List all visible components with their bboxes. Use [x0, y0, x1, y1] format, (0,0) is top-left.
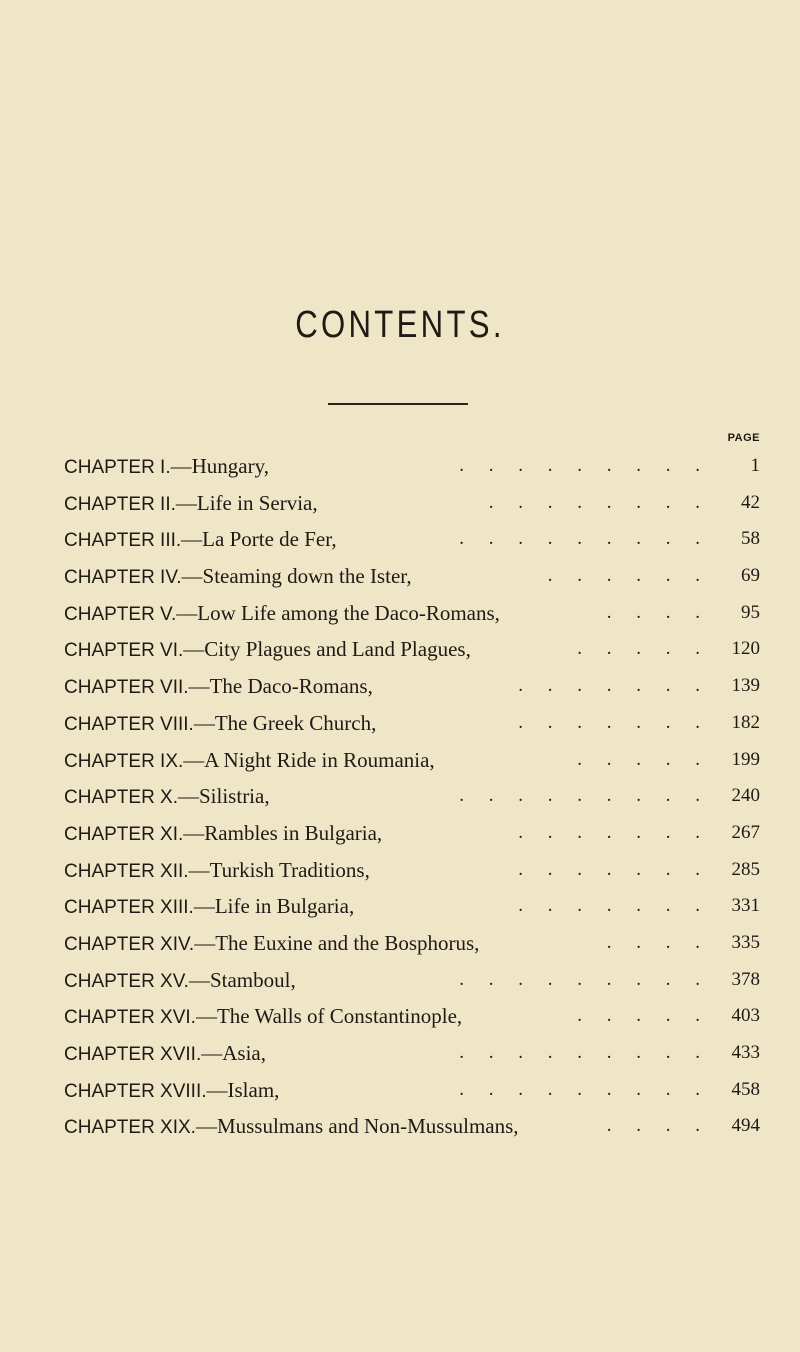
chapter-title: —Steaming down the Ister, — [181, 564, 412, 589]
leader-dots: . . . . . . . — [518, 711, 710, 733]
page-number: 95 — [741, 601, 760, 623]
leader-dots: . . . . . — [577, 638, 710, 660]
chapter-number: XII. — [160, 860, 189, 882]
chapter-label: CHAPTER — [64, 493, 155, 515]
chapter-title: —La Porte de Fer, — [181, 527, 337, 552]
leader-dots: . . . . . . . . . — [459, 528, 710, 550]
chapter-label: CHAPTER — [64, 640, 155, 662]
contents-entry — [64, 1072, 764, 1109]
chapter-number: I. — [160, 457, 171, 478]
chapter-number: XIV. — [160, 933, 195, 955]
contents-entry — [64, 852, 764, 889]
page-number: 1 — [750, 455, 760, 476]
chapter-label: CHAPTER — [64, 787, 155, 809]
leader-dots: . . . . . . . — [518, 858, 710, 880]
chapter-number: XIX. — [160, 1117, 196, 1139]
page-number: 120 — [731, 638, 760, 660]
leader-dots: . . . . . . . — [518, 895, 710, 917]
page-number: 240 — [731, 785, 760, 807]
chapter-title: —The Greek Church, — [193, 710, 377, 735]
page-number: 267 — [731, 821, 760, 843]
chapter-label: CHAPTER — [64, 677, 155, 699]
contents-entry — [64, 631, 764, 668]
page-number: 403 — [731, 1005, 760, 1027]
contents-entry — [64, 705, 764, 742]
chapter-number: XI. — [160, 823, 184, 845]
page-number: 378 — [731, 968, 760, 990]
chapter-title: —Rambles in Bulgaria, — [183, 820, 383, 845]
chapter-label: CHAPTER — [64, 1044, 155, 1065]
page-number: 182 — [731, 711, 760, 733]
contents-entry — [64, 962, 764, 999]
contents-entry — [64, 521, 764, 558]
contents-entry — [64, 998, 764, 1035]
chapter-label: CHAPTER — [64, 713, 155, 735]
contents-entry — [64, 925, 764, 962]
page-number: 139 — [731, 675, 760, 697]
page-number: 69 — [741, 565, 760, 587]
chapter-label: CHAPTER — [64, 457, 155, 478]
title-rule — [328, 403, 468, 405]
chapter-title: —Islam, — [206, 1077, 280, 1102]
chapter-label: CHAPTER — [64, 750, 155, 772]
chapter-title: —Stamboul, — [188, 967, 296, 992]
chapter-number: II. — [160, 493, 176, 515]
chapter-title: —Hungary, — [170, 454, 269, 478]
chapter-number: IV. — [160, 567, 182, 589]
leader-dots: . . . . . . — [547, 565, 710, 587]
contents-entry — [64, 558, 764, 595]
leader-dots: . . . . . . . . . — [459, 1042, 710, 1063]
contents-entry — [64, 485, 764, 522]
page-number: 458 — [731, 1078, 760, 1100]
contents-entry — [64, 888, 764, 925]
page-number: 331 — [731, 895, 760, 917]
chapter-label: CHAPTER — [64, 933, 155, 955]
contents-entry — [64, 1108, 764, 1145]
contents-entry — [64, 742, 764, 779]
chapter-title: —A Night Ride in Roumania, — [183, 747, 435, 772]
page-column-heading: PAGE — [727, 432, 760, 444]
page-number: 58 — [741, 528, 760, 550]
chapter-number: XVI. — [160, 1007, 196, 1029]
chapter-title: —Turkish Traditions, — [188, 857, 370, 882]
leader-dots: . . . . . . . . . — [459, 968, 710, 990]
chapter-number: XVII. — [160, 1044, 202, 1065]
leader-dots: . . . . — [606, 931, 710, 953]
leader-dots: . . . . — [606, 1115, 710, 1137]
chapter-title: —Asia, — [201, 1041, 266, 1065]
contents-entry — [64, 778, 764, 815]
chapter-label: CHAPTER — [64, 823, 155, 845]
leader-dots: . . . . . . . . . — [459, 455, 710, 476]
chapter-title: —The Daco-Romans, — [188, 674, 373, 699]
chapter-label: CHAPTER — [64, 860, 155, 882]
chapter-title: —The Euxine and the Bosphorus, — [194, 930, 480, 955]
contents-entry — [64, 815, 764, 852]
page-number: 285 — [731, 858, 760, 880]
chapter-number: III. — [160, 530, 182, 552]
chapter-label: CHAPTER — [64, 970, 155, 992]
leader-dots: . . . . . . . . . — [459, 785, 710, 807]
leader-dots: . . . . . . . . — [488, 491, 710, 513]
page-number: 199 — [731, 748, 760, 770]
page-number: 335 — [731, 931, 760, 953]
chapter-title: —Life in Servia, — [175, 490, 318, 515]
leader-dots: . . . . . — [577, 748, 710, 770]
chapter-label: CHAPTER — [64, 1080, 155, 1102]
chapter-label: CHAPTER — [64, 897, 155, 919]
chapter-title: —Low Life among the Daco-Romans, — [176, 600, 500, 625]
chapter-number: XIII. — [160, 897, 194, 919]
leader-dots: . . . . . — [577, 1005, 710, 1027]
chapter-number: VII. — [160, 677, 189, 699]
chapter-title: —Silistria, — [178, 784, 270, 809]
contents-entry — [64, 1035, 764, 1072]
leader-dots: . . . . . . . . . — [459, 1078, 710, 1100]
contents-entry — [64, 668, 764, 705]
contents-entry — [64, 448, 764, 485]
contents-entry — [64, 595, 764, 632]
chapter-label: CHAPTER — [64, 1117, 155, 1139]
chapter-number: VI. — [160, 640, 184, 662]
chapter-number: X. — [160, 787, 178, 809]
page-number: 494 — [731, 1115, 760, 1137]
page-title: CONTENTS. — [295, 304, 505, 346]
chapter-label: CHAPTER — [64, 1007, 155, 1029]
chapter-number: V. — [160, 603, 177, 625]
chapter-number: VIII. — [160, 713, 194, 735]
chapter-label: CHAPTER — [64, 567, 155, 589]
chapter-label: CHAPTER — [64, 603, 155, 625]
page-number: 42 — [741, 491, 760, 513]
chapter-title: —City Plagues and Land Plagues, — [183, 637, 471, 662]
leader-dots: . . . . — [606, 601, 710, 623]
chapter-number: XV. — [160, 970, 189, 992]
contents-list — [64, 448, 764, 1145]
leader-dots: . . . . . . . — [518, 821, 710, 843]
chapter-number: IX. — [160, 750, 184, 772]
chapter-title: —Mussulmans and Non-Mussulmans, — [195, 1114, 519, 1139]
leader-dots: . . . . . . . — [518, 675, 710, 697]
chapter-title: —Life in Bulgaria, — [193, 894, 355, 919]
chapter-label: CHAPTER — [64, 530, 155, 552]
page-number: 433 — [731, 1042, 760, 1063]
chapter-number: XVIII. — [160, 1080, 207, 1102]
chapter-title: —The Walls of Constantinople, — [195, 1004, 463, 1029]
